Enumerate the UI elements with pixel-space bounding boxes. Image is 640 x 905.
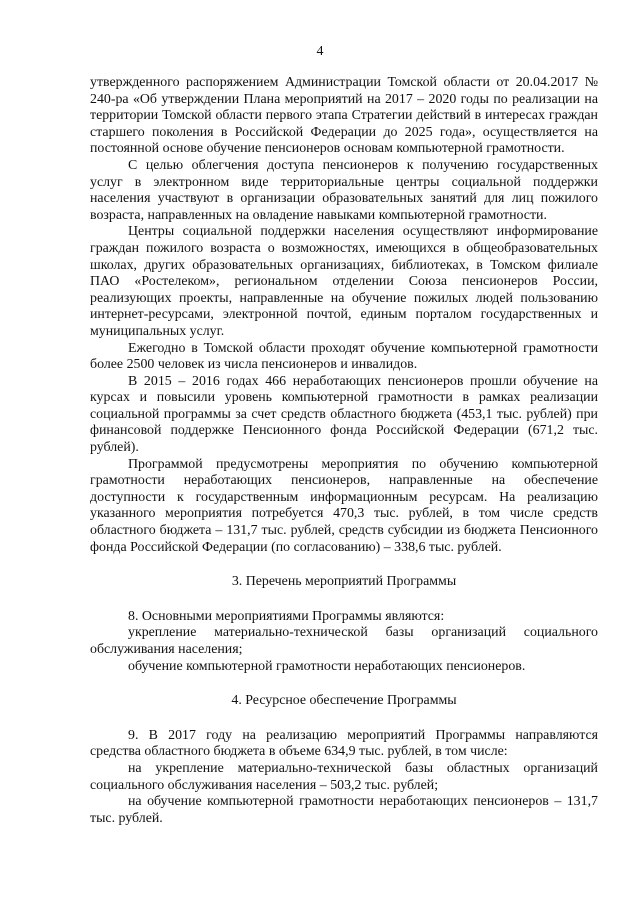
paragraph-program-measures: Программой предусмотрены мероприятия по обучению компьютерной грамотности неработающих пенсионеров, направленные на обеспечение доступности к государственным информационным ресурсам. На реализацию указанного мероприятия потребуется 470,3 тыс. рублей, в том числе средств областного бюджета – 131,7 тыс. рублей, средств субсидии из бюджета Пенсионного фонда Российской Федерации (по согласованию) – 338,6 тыс. рублей. [90, 456, 598, 555]
paragraph-continuation: утвержденного распоряжением Администрации Томской области от 20.04.2017 № 240-ра «Об утверждении Плана мероприятий на 2017 – 2020 годы по реализации на территории Томской области первого этапа Стратегии действий в интересах граждан старшего поколения в Российской Федерации до 2025 года», осуществляется на постоянной основе обучение пенсионеров основам компьютерной грамотности. [90, 75, 598, 157]
paragraph-access-services: С целью облегчения доступа пенсионеров к получению государственных услуг в электронном виде территориальные центры социальной поддержки населения участвуют в организации образовательных занятий для лиц пожилого возраста, направленных на овладение навыками компьютерной грамотности. [90, 157, 598, 223]
section-4-item-9: 9. В 2017 году на реализацию мероприятий Программы направляются средства областного бюджета в объеме 634,9 тыс. рублей, в том числе: [90, 727, 598, 760]
paragraph-informing: Центры социальной поддержки населения осуществляют информирование граждан пожилого возраста о возможностях, имеющихся в общеобразовательных школах, других образовательных организациях, библиотеках, в Томском филиале ПАО «Ростелеком», региональном отделении Союза пенсионеров России, реализующих проекты, направленные на обучение пожилых людей пользованию интернет-ресурсами, электронной почтой, единым порталом государственных и муниципальных услуг. [90, 224, 598, 339]
section-4-heading: 4. Ресурсное обеспечение Программы [231, 693, 457, 709]
page-number: 4 [316, 44, 324, 59]
document-body [90, 75, 598, 827]
section-4-funding-1: на укрепление материально-технической базы областных организаций социального обслуживания населения – 503,2 тыс. рублей; [90, 760, 598, 793]
section-3-heading: 3. Перечень мероприятий Программы [231, 574, 457, 590]
section-3-item-8: 8. Основными мероприятиями Программы являются: [128, 608, 445, 624]
section-3-measure-2: обучение компьютерной грамотности неработающих пенсионеров. [128, 658, 526, 674]
section-4-funding-2: на обучение компьютерной грамотности неработающих пенсионеров – 131,7 тыс. рублей. [90, 794, 598, 826]
paragraph-annual-training: Ежегодно в Томской области проходят обучение компьютерной грамотности более 2500 человек из числа пенсионеров и инвалидов. [90, 340, 598, 373]
paragraph-2015-2016: В 2015 – 2016 годах 466 неработающих пенсионеров прошли обучение на курсах и повысили уровень компьютерной грамотности в рамках реализации социальной программы за счет средств областного бюджета (453,1 тыс. рублей) при финансовой поддержке Пенсионного фонда Российской Федерации (671,2 тыс. рублей). [90, 373, 598, 456]
section-3-measure-1: укрепление материально-технической базы организаций социального обслуживания населения; [90, 625, 598, 657]
